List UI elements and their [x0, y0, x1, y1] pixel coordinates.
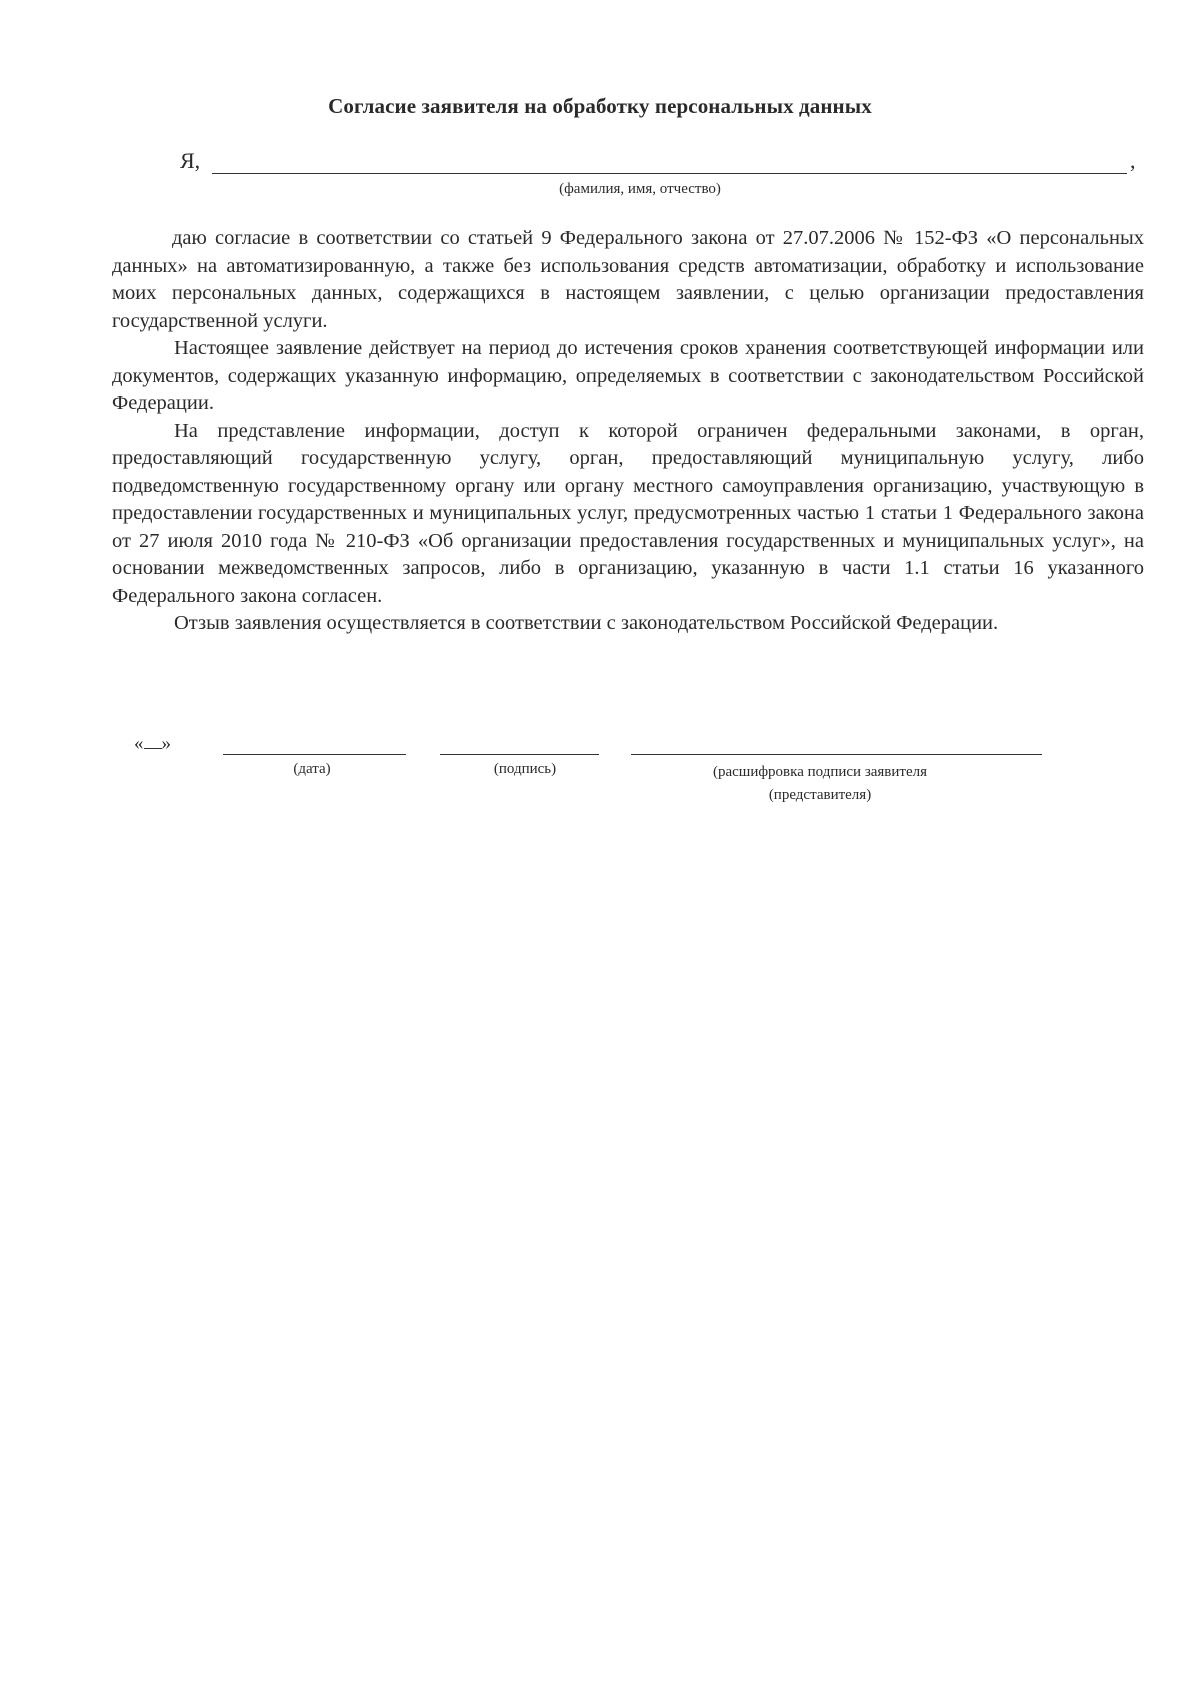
name-suffix: ,	[1130, 148, 1136, 173]
signature-caption: (подпись)	[493, 761, 557, 777]
applicant-name-field[interactable]	[212, 173, 1127, 174]
decode-caption-line1: (расшифровка подписи заявителя	[712, 764, 928, 780]
signature-field[interactable]	[440, 754, 599, 755]
paragraph-information-access: На представление информации, доступ к которой ограничен федеральными законами, в орган, предоставляющий государственную услугу, орган, предоставляющий муниципальную услугу, либо подведомственную государственному органу или органу местного самоуправления организацию, участвующую в предоставлении государственных и муниципальных услуг, предусмотренных частью 1 статьи 1 Федерального закона от 27 июля 2010 года № 210-ФЗ «Об организации предоставления государственных и муниципальных услуг», на основании межведомственных запросов, либо в организацию, указанную в части 1.1 статьи 16 указанного Федерального закона согласен.	[112, 419, 1144, 607]
quote-close: »	[161, 733, 171, 754]
decode-caption-line2: (представителя)	[768, 787, 872, 803]
quote-open: «	[134, 733, 144, 754]
consent-body	[112, 225, 1144, 638]
document-title: Согласие заявителя на обработку персональных данных	[328, 94, 872, 118]
name-prefix: Я,	[180, 148, 201, 173]
paragraph-validity: Настоящее заявление действует на период до истечения сроков хранения соответствующей информации или документов, содержащих указанную информацию, определяемых в соответствии с законодательством Российской Федерации.	[112, 337, 1144, 414]
name-caption: (фамилия, имя, отчество)	[559, 181, 721, 197]
signature-decode-field[interactable]	[631, 754, 1042, 755]
day-blank[interactable]	[144, 734, 162, 749]
paragraph-consent: даю согласие в соответствии со статьей 9 Федерального закона от 27.07.2006 № 152-ФЗ «О персональных данных» на автоматизированную, а также без использования средств автоматизации, обработку и использование моих персональных данных, содержащихся в настоящем заявлении, с целью организации предоставления государственной услуги.	[112, 227, 1144, 332]
date-caption: (дата)	[293, 761, 331, 777]
signature-row	[0, 733, 1200, 803]
decode-caption	[660, 761, 980, 807]
date-field[interactable]	[223, 754, 406, 755]
applicant-name-line	[180, 148, 1140, 178]
day-field[interactable]	[134, 733, 171, 755]
paragraph-revocation: Отзыв заявления осуществляется в соответствии с законодательством Российской Федерации.	[174, 612, 999, 634]
